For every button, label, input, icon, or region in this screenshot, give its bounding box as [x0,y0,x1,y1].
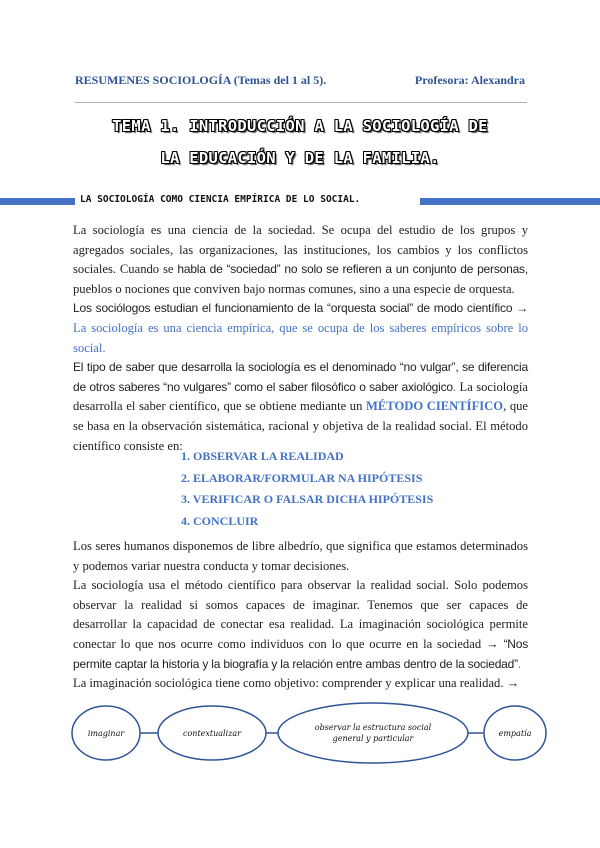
paragraph-3 [73,358,528,456]
section-bar-right [420,198,600,205]
method-steps-list [181,446,433,532]
paragraph-3-text: El tipo de saber que desarrolla la sociología es el denominado “no vulgar”, se diferencia de otros saberes “no vulgares” como el saber filosófico o saber axiológico [73,360,528,394]
paragraph-2-accent: La sociología es una ciencia empírica, que se ocupa de los saberes empíricos sobre lo social. [73,320,528,355]
header-divider [75,102,527,103]
node-label-imaginar: imaginar [87,729,125,738]
paragraph-2-text: Los sociólogos estudian el funcionamiento de la “orquesta social” de modo científico → [73,301,528,316]
paragraph-3-middle: La sociología desarrolla el saber científico, que se obtiene mediante un [73,379,528,414]
section-heading [80,194,360,205]
section-heading-dot: . [354,194,361,205]
section-heading-text: LA SOCIOLOGÍA COMO CIENCIA EMPÍRICA DE LO SOCIAL [80,194,355,205]
node-label-empatia: empatía [498,729,532,738]
page-title [60,110,540,174]
paragraph-3-dot: . [452,379,457,394]
header-course-title: RESUMENES SOCIOLOGÍA (Temas del 1 al 5). [75,73,327,87]
paragraph-6: La imaginación sociológica tiene como objetivo: comprender y explicar una realidad. → [73,676,520,691]
paragraph-5-text: La sociología usa el método científico para observar la realidad social. Solo podemos observar la realidad si somos capaces de imaginar. Tenemos que ser capaces de desarrollar la capacidad de conectar esa realidad. La imaginación sociológica permite conectar lo que nos ocurre como individuos con lo que ocurre en la sociedad → [73,578,528,651]
paragraph-5 [73,576,528,674]
method-step: 3. VERIFICAR O FALSAR DICHA HIPÓTESIS [181,492,434,507]
paragraph-4: Los seres humanos disponemos de libre albedrío, que significa que estamos determinados y podemos variar nuestra conducta y tomar decisiones. [73,539,528,573]
body-block-1 [73,221,528,456]
scientific-method-term: MÉTODO CIENTÍFICO [366,399,504,414]
header-teacher: Profesora: Alexandra [414,73,525,87]
node-label-observar-2: general y particular [332,734,414,743]
method-step: 1. OBSERVAR LA REALIDAD [181,449,344,463]
body-block-2 [73,537,528,694]
paragraph-5-quote: “Nos permite captar la historia y la biografía y la relación entre ambas dentro de la sociedad” [73,636,528,671]
paragraph-1 [73,221,528,299]
imagination-diagram [0,700,600,770]
node-label-observar-1: observar la estructura social [314,723,432,732]
node-observar [278,703,468,763]
paragraph-1-text: La sociología es una ciencia de la sociedad. Se ocupa del estudio de los grupos y agregados sociales, las organizaciones, las instituciones, los cambios y los conflictos sociales. Cuando se [73,223,528,277]
node-label-contextualizar: contextualizar [183,729,241,738]
paragraph-5-end: . [517,656,522,671]
paragraph-1-end: pueblos o nociones que conviven bajo normas comunes, sino a una especie de orquesta. [73,281,515,296]
paragraph-3-end: , que se basa en la observación sistemática, racional y objetiva de la realidad social. El método científico consiste en: [73,399,529,453]
page-header [75,73,525,91]
section-bar-left [0,198,75,205]
method-step: 4. CONCLUIR [181,513,259,528]
title-line-1: TEMA 1. INTRODUCCIÓN A LA SOCIOLOGÍA DE [112,117,488,135]
title-line-2: LA EDUCACIÓN Y DE LA FAMILIA. [160,149,440,167]
paragraph-1-highlight: habla de “sociedad” no solo se refieren a un conjunto de personas, [177,262,528,277]
method-step: 2. ELABORAR/FORMULAR NA HIPÓTESIS [181,470,423,485]
paragraph-2 [73,299,528,358]
